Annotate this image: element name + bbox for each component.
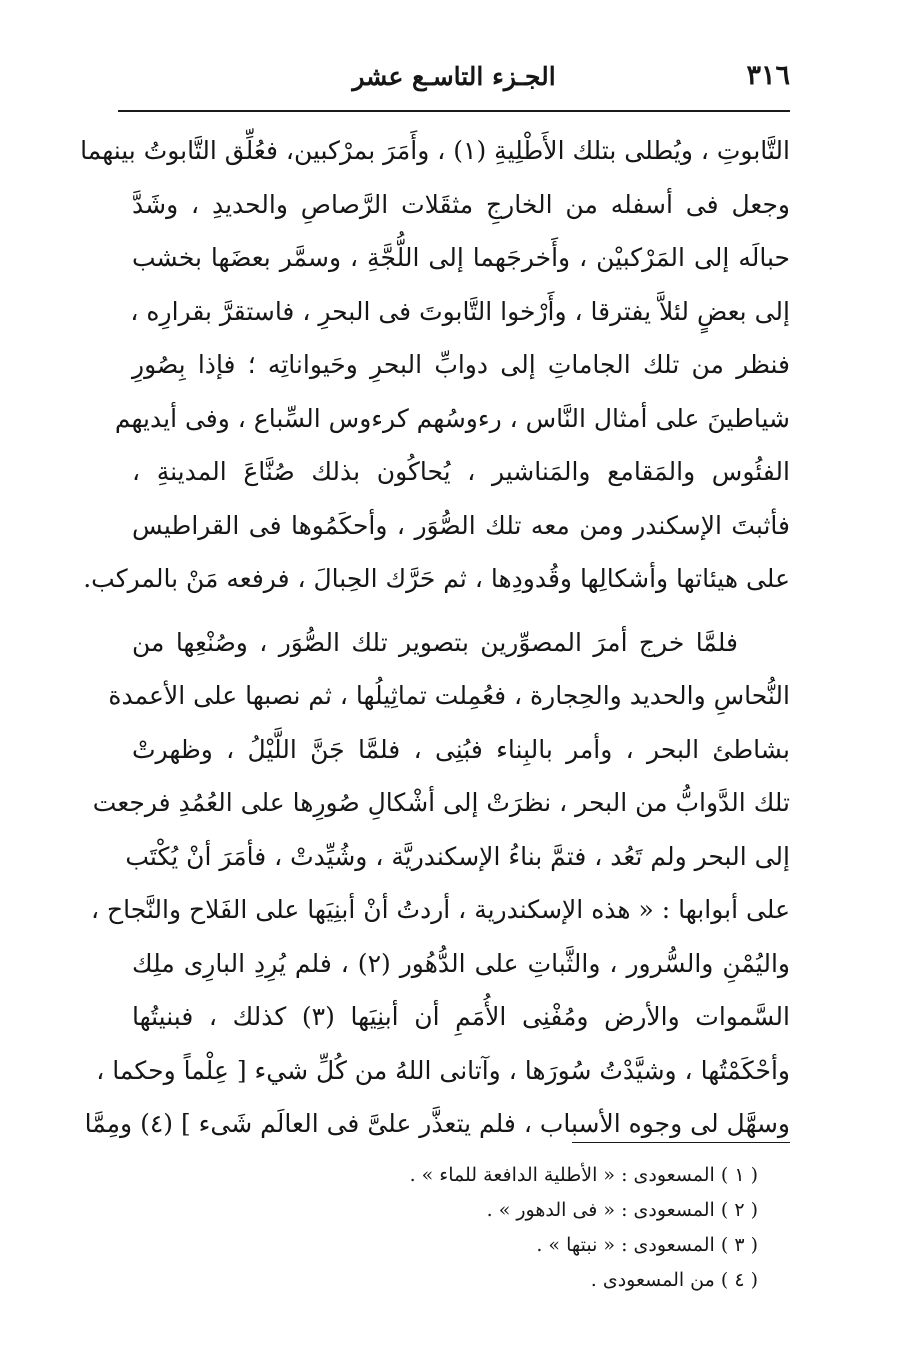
- text-line: النُّحاسِ والحديد والحِجارة ، فعُمِلت تماثِيلُها ، ثم نصبها على الأعمدة: [108, 681, 790, 710]
- footnote-rule: [572, 1142, 790, 1143]
- running-title: الجـزء التاسـع عشر: [352, 62, 556, 91]
- text-line: وسهَّل لى وجوه الأسباب ، فلم يتعذَّر علىَّ فى العالَم شَىء ] (٤) ومِمَّا: [84, 1109, 790, 1138]
- text-line: تلك الدَّوابُّ من البحر ، نظرَتْ إلى أشْكالِ صُورِها على العُمُدِ فرجعت: [92, 788, 790, 817]
- page-number: ٣١٦: [746, 60, 790, 91]
- text-line: وجعل فى أسفله من الخارجِ مثقَلات الرَّصاصِ والحديدِ ، وشَدَّ: [132, 189, 790, 219]
- text-line: فلمَّا خرج أمرَ المصوِّرين بتصوير تلك الصُّوَر ، وصُنْعِها من: [132, 627, 738, 657]
- page-header: [118, 58, 790, 102]
- footnote: ( ٢ ) المسعودى : « فى الدهور » .: [486, 1199, 758, 1221]
- text-line: السَّموات والأرض ومُفْنِى الأُمَمِ أن أبنِيَها (٣) كذلك ، فبنيتُها: [132, 1002, 790, 1031]
- text-line: إلى بعضٍ لئلاَّ يفترقا ، وأَرْخوا التَّابوتَ فى البحرِ ، فاستقرَّ بقرارِه ،: [130, 296, 790, 326]
- text-line: شياطينَ على أمثال النَّاس ، رءوسُهم كرءوس السِّباع ، وفى أيديهم: [114, 403, 790, 433]
- footnote: ( ٣ ) المسعودى : « نبتها » .: [536, 1234, 758, 1256]
- text-line: حبالَه إلى المَرْكبيْن ، وأَخرجَهما إلى اللُّجَّةِ ، وسمَّر بعضَها بخشب: [132, 243, 790, 272]
- main-text: [80, 124, 790, 1151]
- text-line: وأحْكَمْتُها ، وشيَّدْتُ سُورَها ، وآتانى اللهُ من كُلِّ شيء [ عِلْماً وحكما ،: [96, 1055, 790, 1085]
- text-line: على أبوابها : « هذه الإسكندرية ، أردتُ أنْ أبنِيَها على الفَلاح والنَّجاح ،: [90, 895, 790, 924]
- footnotes: [300, 1158, 758, 1298]
- paragraph-gap: [132, 606, 790, 616]
- text-line: بشاطئ البحر ، وأمر بالبِناء فبُنِى ، فلمَّا جَنَّ اللَّيْلُ ، وظهرتْ: [132, 734, 790, 764]
- text-line: فأثبتَ الإسكندر ومن معه تلك الصُّوَر ، وأحكَمُوها فى القراطيس: [132, 510, 790, 540]
- text-line: التَّابوتِ ، ويُطلى بتلك الأَطْلِيةِ (١) ، وأَمَرَ بمرْكبين، فعُلِّق التَّابوتُ بينهما: [80, 136, 790, 165]
- text-line: على هيئاتها وأشكالِها وقُدودِها ، ثم حَرَّك الحِبالَ ، فرفعه مَنْ بالمركب.: [83, 564, 790, 593]
- text-line: الفئُوس والمَقامع والمَناشير ، يُحاكُون بذلك صُنَّاعَ المدينةِ ،: [132, 457, 790, 486]
- footnote: ( ١ ) المسعودى : « الأطلية الدافعة للماء » .: [409, 1164, 758, 1186]
- text-line: إلى البحر ولم تَعُد ، فتمَّ بناءُ الإسكندريَّة ، وشُيِّدتْ ، فأمَرَ أنْ يُكْتَب: [125, 841, 790, 871]
- text-line: واليُمْنِ والسُّرور ، والثَّباتِ على الدُّهُور (٢) ، فلم يُرِدِ البارِى ملِك: [132, 948, 790, 978]
- footnote: ( ٤ ) من المسعودى .: [590, 1269, 758, 1291]
- header-rule: [118, 110, 790, 112]
- text-line: فنظر من تلك الجاماتِ إلى دوابِّ البحرِ وحَيواناتِه ؛ فإذا بِصُورِ: [132, 350, 790, 379]
